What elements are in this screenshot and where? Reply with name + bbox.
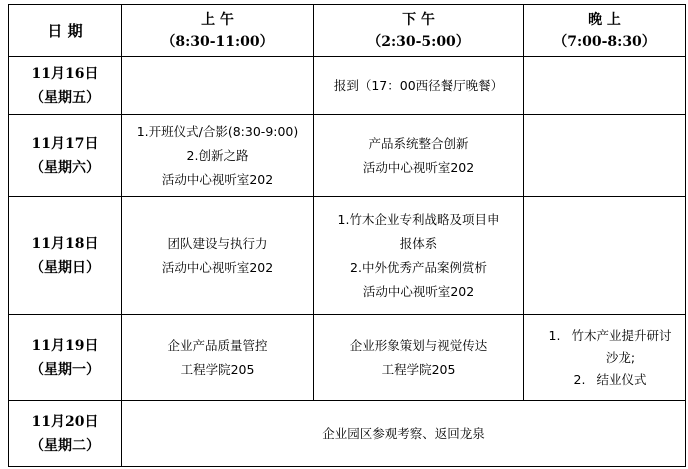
table-row xyxy=(9,197,686,315)
morning-cell: 1.开班仪式/合影(8:30-9:00) 2.创新之路 活动中心视听室202 xyxy=(122,115,314,197)
evening-cell xyxy=(524,57,686,115)
morning-cell xyxy=(122,57,314,115)
morning-cell: 企业产品质量管控 工程学院205 xyxy=(122,315,314,401)
evening-cell xyxy=(524,115,686,197)
date-cell: 11月19日 （星期一） xyxy=(9,315,122,401)
header-afternoon: 下 午 （2:30-5:00） xyxy=(314,5,524,57)
list-item-continuation: 沙龙; xyxy=(605,349,636,365)
merged-activity-cell: 企业园区参观考察、返回龙泉 xyxy=(122,401,686,467)
morning-cell: 团队建设与执行力 活动中心视听室202 xyxy=(122,197,314,315)
evening-cell xyxy=(524,197,686,315)
date-cell: 11月20日 （星期二） xyxy=(9,401,122,467)
list-item: 2. 结业仪式 xyxy=(573,371,647,387)
date-cell: 11月17日 （星期六） xyxy=(9,115,122,197)
table-row xyxy=(9,57,686,115)
header-evening: 晚 上 （7:00-8:30） xyxy=(524,5,686,57)
table-row xyxy=(9,315,686,401)
header-row xyxy=(9,5,686,57)
header-morning: 上 午 （8:30-11:00） xyxy=(122,5,314,57)
afternoon-cell: 企业形象策划与视觉传达 工程学院205 xyxy=(314,315,524,401)
date-cell: 11月16日 （星期五） xyxy=(9,57,122,115)
schedule-table xyxy=(8,4,686,467)
header-date: 日 期 xyxy=(9,5,122,57)
afternoon-cell: 1.竹木企业专利战略及项目申 报体系 2.中外优秀产品案例赏析 活动中心视听室202 xyxy=(314,197,524,315)
list-item: 1. 竹木产业提升研讨 xyxy=(548,327,672,343)
table-row xyxy=(9,115,686,197)
date-cell: 11月18日 （星期日） xyxy=(9,197,122,315)
afternoon-cell: 报到（17：00西径餐厅晚餐） xyxy=(314,57,524,115)
afternoon-cell: 产品系统整合创新 活动中心视听室202 xyxy=(314,115,524,197)
table-row xyxy=(9,401,686,467)
evening-cell xyxy=(524,315,686,401)
